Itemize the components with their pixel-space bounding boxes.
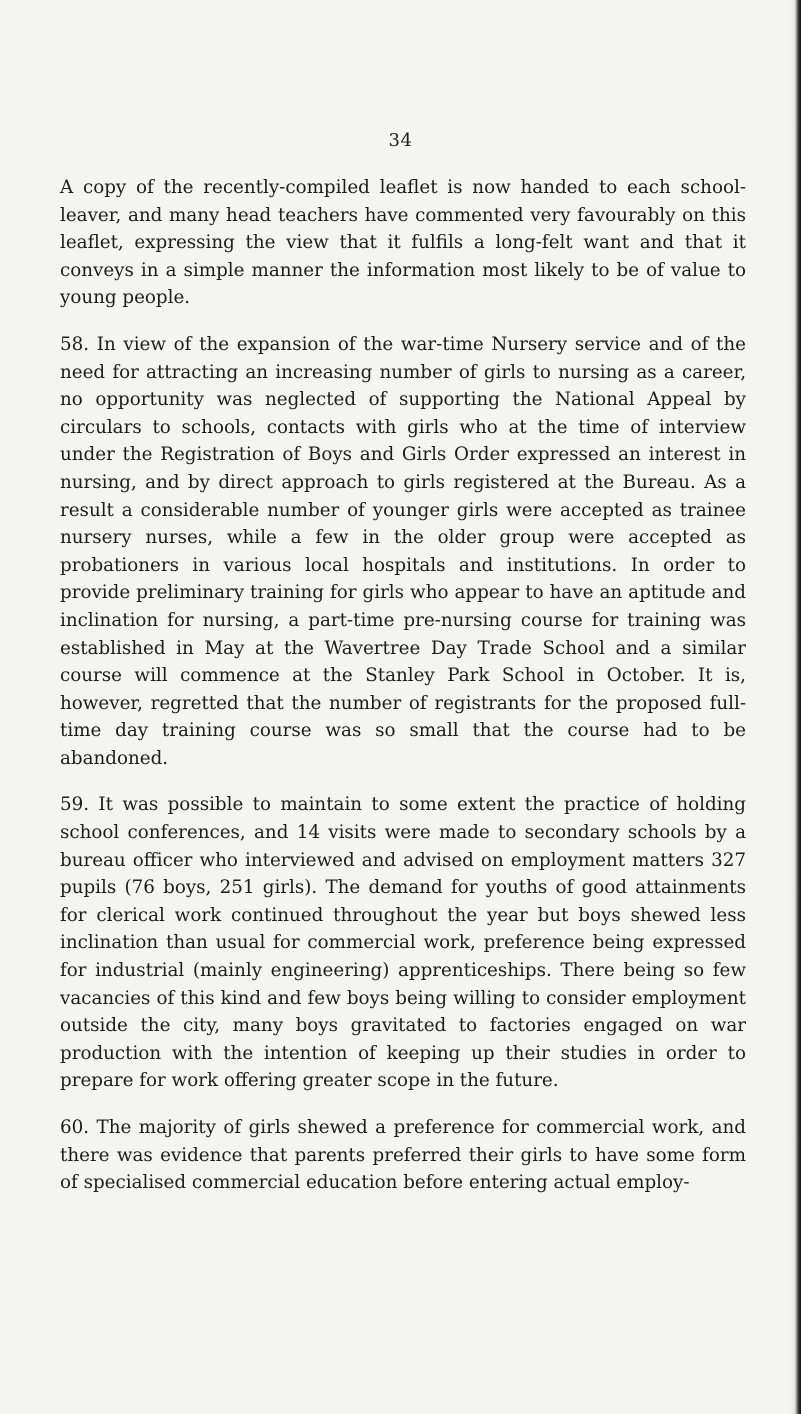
paragraph-intro: A copy of the recently-compiled leaflet is now handed to each school-leaver, and many head teachers have commented very favourably on this leaflet, expressing the view that it fulfils a long-felt want and that it conveys in a simple manner the information most likely to be of value to young people. (60, 177, 746, 309)
paragraph-60: 60. The majority of girls shewed a preference for commercial work, and there was evidence that parents preferred their girls to have some form of specialised commercial education before entering actual employ- (60, 1117, 746, 1194)
paragraph-58: 58. In view of the expansion of the war-time Nursery service and of the need for attracting an increasing number of girls to nursing as a career, no opportunity was neglected of supporting the National Appeal by circulars to schools, contacts with girls who at the time of interview under the Registration of Boys and Girls Order expressed an interest in nursing, and by direct approach to girls registered at the Bureau. As a result a considerable number of younger girls were accepted as trainee nursery nurses, while a few in the older group were accepted as probationers in various local hospitals and institutions. In order to provide preliminary training for girls who appear to have an aptitude and inclination for nursing, a part-time pre-nursing course for training was established in May at the Wavertree Day Trade School and a similar course will commence at the Stanley Park School in October. It is, however, regretted that the number of registrants for the proposed full-time day training course was so small that the course had to be abandoned. (60, 333, 746, 769)
page-edge-shadow (791, 0, 801, 1414)
page-number: 34 (388, 130, 413, 151)
document-body (60, 174, 746, 1216)
paragraph-59: 59. It was possible to maintain to some extent the practice of holding school conferences, and 14 visits were made to secondary schools by a bureau officer who interviewed and advised on employment matters 327 pupils (76 boys, 251 girls). The demand for youths of good attainments for clerical work continued throughout the year but boys shewed less inclination than usual for commercial work, preference being expressed for industrial (mainly engineering) apprenticeships. There being so few vacancies of this kind and few boys being willing to consider employment outside the city, many boys gravitated to factories engaged on war production with the intention of keeping up their studies in order to prepare for work offering greater scope in the future. (60, 794, 746, 1092)
